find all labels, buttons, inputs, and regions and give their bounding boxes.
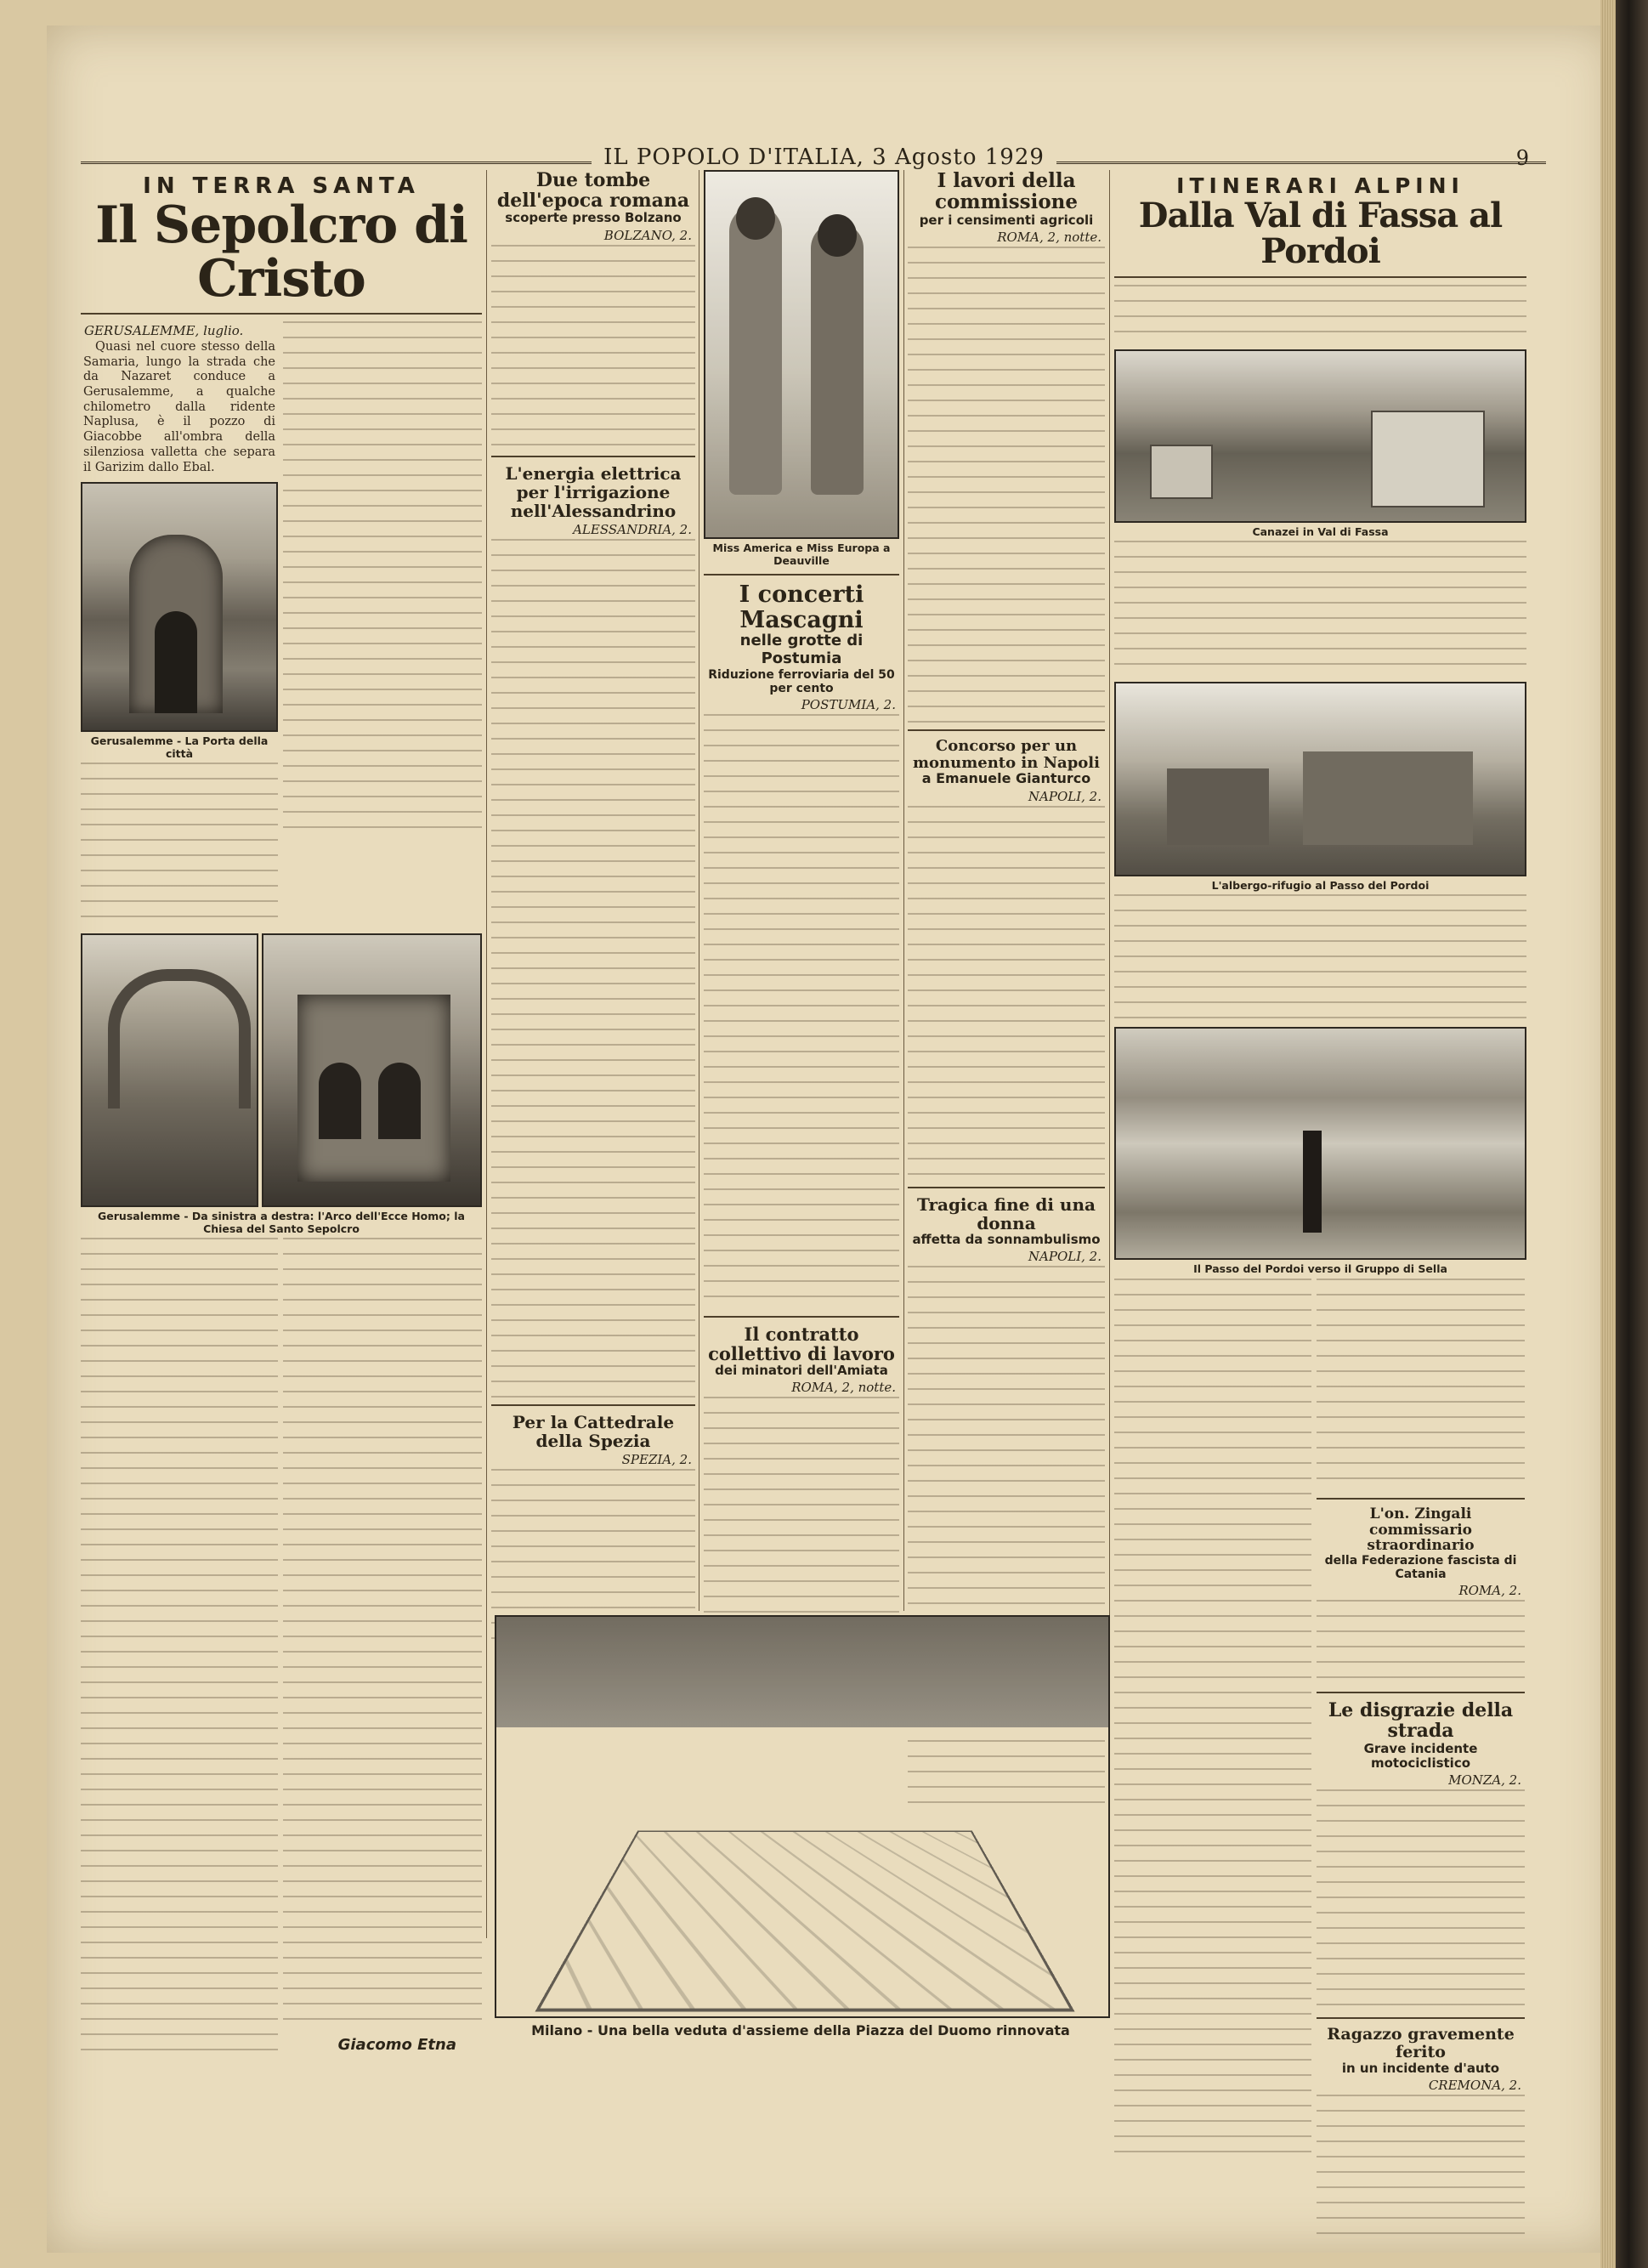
photo-holy-sepulchre [262, 933, 482, 1207]
text-block [1317, 1279, 1525, 1491]
divider [704, 574, 899, 576]
divider [1114, 276, 1526, 278]
dateline: ROMA, 2, notte. [791, 1380, 896, 1396]
column-rule [486, 170, 487, 1938]
photo-caption: Canazei in Val di Fassa [1252, 525, 1389, 538]
text-block [1114, 894, 1526, 1022]
divider [1317, 1692, 1525, 1693]
headline-concorso: Concorso per un monumento in Napoli [913, 736, 1100, 772]
kicker: ITINERARI ALPINI [1176, 173, 1464, 198]
photo-caption: Miss America e Miss Europa a Deauville [712, 541, 891, 567]
text-block [1114, 285, 1526, 344]
dateline: ROMA, 2. [1458, 1583, 1521, 1599]
text-block [491, 1469, 695, 1639]
text-block [704, 1397, 899, 1652]
subhead: affetta da sonnambulismo [912, 1231, 1101, 1247]
article-headline: Dalla Val di Fassa al Pordoi [1138, 196, 1503, 271]
dateline: NAPOLI, 2. [1028, 1249, 1101, 1265]
text-block [81, 1238, 278, 2054]
divider [704, 1316, 899, 1318]
text-block [704, 714, 899, 1309]
headline-tombe: Due tombe dell'epoca romana [496, 169, 690, 213]
masthead-title: IL POPOLO D'ITALIA, 3 Agosto 1929 [592, 145, 1056, 170]
page-edges [1600, 0, 1616, 2268]
kicker: IN TERRA SANTA [143, 173, 420, 199]
divider [908, 729, 1105, 731]
headline-zingali: L'on. Zingali commissario straordinario [1367, 1505, 1475, 1555]
article-headline: Il Sepolcro di Cristo [95, 196, 467, 309]
dateline: MONZA, 2. [1448, 1772, 1521, 1789]
photo-caption: Il Passo del Pordoi verso il Gruppo di Sella [1193, 1262, 1447, 1275]
photo-miss-america-europa [704, 170, 899, 539]
photo-albergo-rifugio [1114, 682, 1526, 876]
photo-canazei [1114, 349, 1526, 523]
photo-city-gate [81, 482, 278, 732]
dateline: GERUSALEMME, luglio. [84, 323, 244, 338]
subhead: della Federazione fascista di Catania [1324, 1554, 1517, 1582]
headline-tragica: Tragica fine di una donna [917, 1194, 1096, 1233]
text-block [908, 247, 1105, 723]
divider [1317, 1498, 1525, 1500]
headline-contratto: Il contratto collettivo di lavoro [708, 1323, 895, 1365]
photo-caption: L'albergo-rifugio al Passo del Pordoi [1211, 879, 1430, 892]
dateline: SPEZIA, 2. [621, 1451, 692, 1467]
column-rule [903, 170, 904, 1611]
dateline: NAPOLI, 2. [1028, 788, 1101, 804]
text-block [491, 539, 695, 1398]
article-itinerari [1114, 170, 1526, 2227]
subhead: Grave incidente motociclistico [1363, 1740, 1478, 1771]
subhead: a Emanuele Gianturco [921, 770, 1091, 787]
headline-disgrazie: Le disgrazie della strada [1328, 1699, 1514, 1743]
book-spine [1616, 0, 1648, 2268]
divider [1317, 2017, 1525, 2019]
headline-mascagni: I concerti Mascagni [739, 581, 864, 633]
divider [81, 313, 482, 315]
divider [491, 1404, 695, 1406]
subhead: in un incidente d'auto [1341, 2060, 1500, 2076]
page-number: 9 [1515, 146, 1529, 170]
column-4 [704, 170, 899, 1607]
article-lead: Quasi nel cuore stesso della Samaria, lungo la strada che da Nazaret conduce a Gerusalemme, a qualche chilometro dalla ridente Naplusa, è il pozzo di Giacobbe all'ombra della silenziosa valletta che separa il Garizim dallo Ebal. [83, 340, 275, 474]
text-block [1317, 1600, 1525, 1685]
text-block [491, 245, 695, 449]
photo-piazza-duomo [495, 1615, 1110, 2018]
dateline: CREMONA, 2. [1428, 2078, 1521, 2094]
subhead: dei minatori dell'Amiata [715, 1363, 888, 1379]
text-block [1317, 2095, 1525, 2248]
text-block [1114, 541, 1526, 677]
subhead: Riduzione ferroviaria del 50 per cento [708, 667, 895, 695]
author-signature: Giacomo Etna [337, 2036, 456, 2055]
photo-ecce-homo [81, 933, 258, 1207]
subhead: nelle grotte di Postumia [739, 632, 864, 668]
photo-passo-pordoi [1114, 1027, 1526, 1260]
photo-caption: Milano - Una bella veduta d'assieme della Piazza del Duomo rinnovata [531, 2022, 1070, 2038]
photo-caption: Gerusalemme - Da sinistra a destra: l'Arco dell'Ecce Homo; la Chiesa del Santo Sepolcro [98, 1210, 465, 1236]
text-block [81, 763, 278, 928]
article-sepolcro [81, 170, 482, 2055]
photo-caption: Gerusalemme - La Porta della città [90, 734, 269, 761]
text-block [908, 806, 1105, 1180]
headline-energia: L'energia elettrica per l'irrigazione nell'Alessandrino [505, 462, 682, 521]
masthead [0, 145, 1648, 170]
divider [491, 456, 695, 457]
column-3 [491, 170, 695, 1607]
text-block [1317, 1789, 1525, 2010]
subhead: scoperte presso Bolzano [505, 210, 682, 226]
dateline: ALESSANDRIA, 2. [573, 521, 692, 537]
dateline: ROMA, 2, notte. [997, 229, 1101, 245]
text-block [283, 321, 482, 840]
text-block [283, 1238, 482, 2029]
text-block [1114, 1279, 1311, 2154]
headline-lavori: I lavori della commissione [934, 169, 1079, 214]
dateline: POSTUMIA, 2. [801, 696, 896, 712]
subhead: per i censimenti agricoli [919, 212, 1094, 228]
headline-ragazzo: Ragazzo gravemente ferito [1327, 2025, 1515, 2062]
dateline: BOLZANO, 2. [603, 227, 692, 243]
divider [908, 1187, 1105, 1188]
headline-spezia: Per la Cattedrale della Spezia [512, 1411, 675, 1451]
